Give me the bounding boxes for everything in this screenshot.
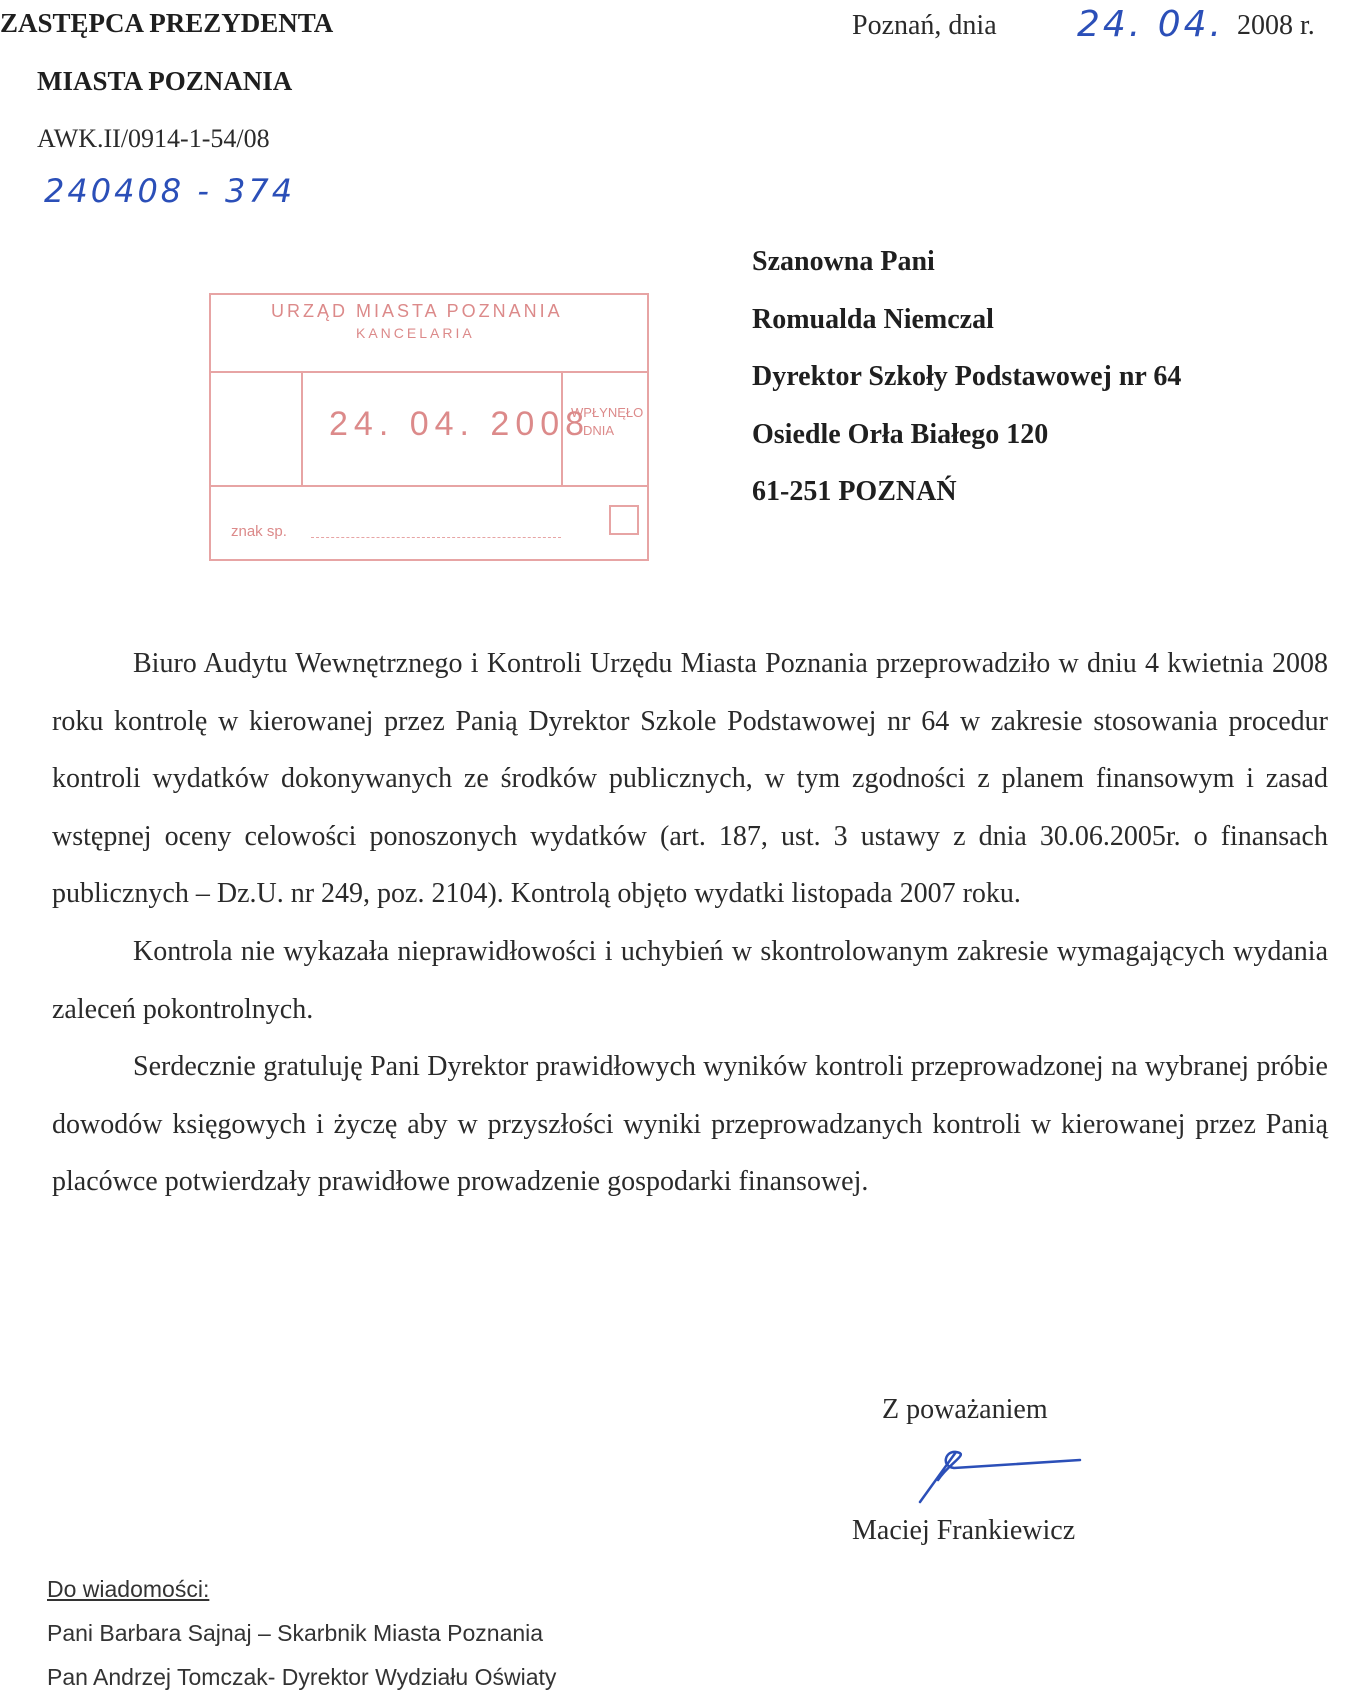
stamp-sign-line bbox=[311, 537, 561, 538]
addressee-position: Dyrektor Szkoły Podstawowej nr 64 bbox=[752, 361, 1182, 392]
stamp-label-received: WPŁYNĘŁO bbox=[571, 405, 644, 420]
stamp-subtitle: KANCELARIA bbox=[356, 325, 475, 341]
addressee-salutation: Szanowna Pani bbox=[752, 246, 935, 277]
addressee-city: 61-251 POZNAŃ bbox=[752, 476, 957, 507]
body-paragraph: Kontrola nie wykazała nieprawidłowości i uchybień w skontrolowanym zakresie wymagających wydania zaleceń pokontrolnych. bbox=[52, 935, 1328, 1025]
cc-recipient: Pan Andrzej Tomczak- Dyrektor Wydziału Oświaty bbox=[47, 1664, 557, 1690]
stamp-divider bbox=[211, 485, 647, 487]
stamp-sign-label: znak sp. bbox=[231, 523, 287, 540]
sender-title-line1: ZASTĘPCA PREZYDENTA bbox=[0, 8, 334, 38]
registry-stamp bbox=[209, 293, 649, 561]
cc-heading: Do wiadomości: bbox=[47, 1576, 210, 1602]
signatory-name: Maciej Frankiewicz bbox=[852, 1515, 1076, 1546]
stamp-box bbox=[609, 505, 639, 535]
addressee-street: Osiedle Orła Białego 120 bbox=[752, 418, 1049, 450]
handwritten-date: 24. 04. bbox=[1077, 4, 1224, 45]
stamp-title: URZĄD MIASTA POZNANIA bbox=[271, 301, 563, 321]
cc-block bbox=[47, 1567, 556, 1699]
stamp-divider bbox=[301, 371, 303, 485]
reference-number: AWK.II/0914-1-54/08 bbox=[37, 124, 270, 153]
date-year: 2008 r. bbox=[1237, 10, 1315, 41]
cc-recipient: Pani Barbara Sajnaj – Skarbnik Miasta Poznania bbox=[47, 1620, 544, 1646]
body-paragraph: Serdecznie gratuluję Pani Dyrektor prawidłowych wyników kontroli przeprowadzonej na wybranej próbie dowodów księgowych i życzę aby w przyszłości wyniki przeprowadzanych kontroli w kierowanej przez Panią placówce potwierdzały prawidłowe prowadzenie gospodarki finansowej. bbox=[52, 1051, 1328, 1198]
sender-title-line2: MIASTA POZNANIA bbox=[37, 66, 293, 96]
addressee-block bbox=[752, 233, 1181, 521]
signature bbox=[910, 1440, 1090, 1510]
letter-body bbox=[52, 635, 1328, 1211]
body-paragraph: Biuro Audytu Wewnętrznego i Kontroli Urzędu Miasta Poznania przeprowadziło w dniu 4 kwietnia 2008 roku kontrolę w kierowanej przez Panią Dyrektor Szkole Podstawowej nr 64 w zakresie stosowania procedur kontroli wydatków dokonywanych ze środków publicznych, w tym zgodności z planem finansowym i zasad wstępnej oceny celowości ponoszonych wydatków (art. 187, ust. 3 ustawy z dnia 30.06.2005r. o finansach publicznych – Dz.U. nr 249, poz. 2104). Kontrolą objęto wydatki listopada 2007 roku. bbox=[52, 648, 1328, 910]
stamp-date: 24. 04. 2008 bbox=[329, 405, 591, 443]
stamp-label-day: DNIA bbox=[583, 423, 615, 438]
closing-greeting: Z poważaniem bbox=[882, 1394, 1048, 1425]
date-prefix: Poznań, dnia bbox=[852, 10, 997, 41]
stamp-divider bbox=[211, 371, 647, 373]
handwritten-registry-number: 240408 - 374 bbox=[44, 172, 296, 210]
addressee-name: Romualda Niemczal bbox=[752, 303, 994, 335]
